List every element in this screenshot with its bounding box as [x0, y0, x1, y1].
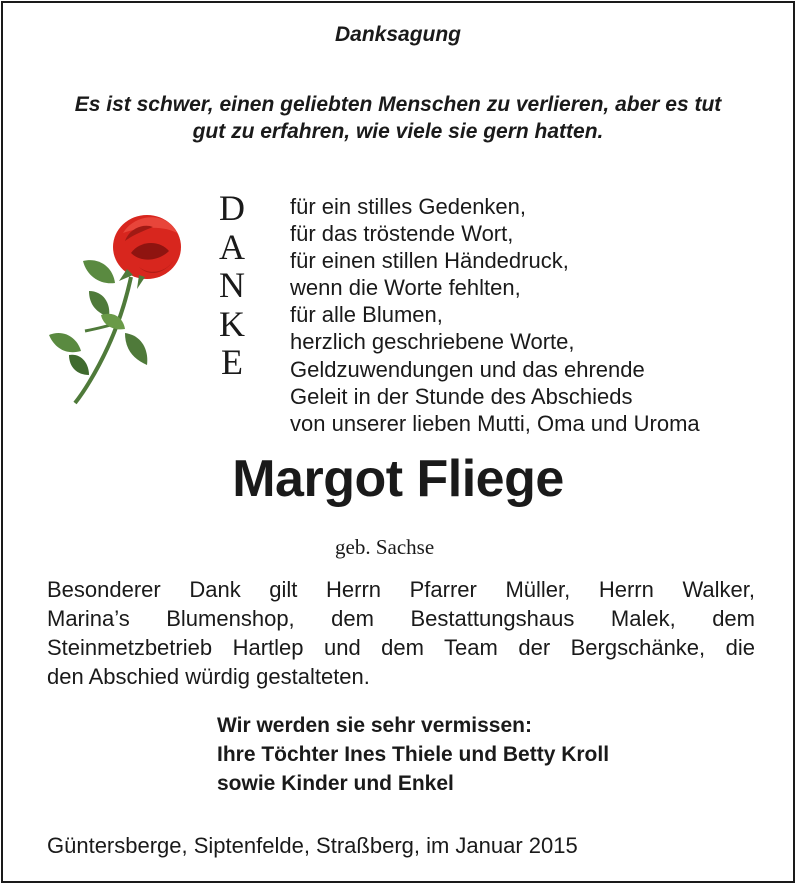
heading: Danksagung [334, 23, 462, 46]
special-thanks-line: Marina’s Blumenshop, dem Bestattungshaus Malek, dem [47, 606, 755, 631]
obituary-notice [1, 1, 795, 883]
thanks-line: für alle Blumen, [290, 302, 443, 328]
special-thanks-line: den Abschied würdig gestalteten. [47, 664, 370, 689]
signature-line: Wir werden sie sehr vermissen: [217, 714, 532, 737]
special-thanks-paragraph [47, 575, 755, 691]
signature-line: Ihre Töchter Ines Thiele und Betty Kroll [217, 743, 610, 766]
maiden-name: geb. Sachse [335, 535, 435, 559]
thanks-line: von unserer lieben Mutti, Oma und Uroma [290, 410, 700, 436]
thanks-line: Geldzuwendungen und das ehrende [290, 356, 645, 382]
signature-block [217, 711, 609, 798]
intro-line: gut zu erfahren, wie viele sie gern hatten. [192, 120, 604, 143]
signature-line: sowie Kinder und Enkel [217, 772, 454, 795]
thanks-line: Geleit in der Stunde des Abschieds [290, 383, 633, 409]
intro-text [33, 91, 763, 145]
thanks-line: für das tröstende Wort, [290, 221, 514, 247]
thanks-line: für ein stilles Gedenken, [290, 194, 527, 219]
danke-letter: A [219, 226, 245, 267]
intro-line: Es ist schwer, einen geliebten Menschen zu verlieren, aber es tut [74, 93, 722, 116]
special-thanks-line: Besonderer Dank gilt Herrn Pfarrer Müller, Herrn Walker, [47, 577, 755, 602]
thanks-line: für einen stillen Händedruck, [290, 248, 569, 274]
place-date-line: Güntersberge, Siptenfelde, Straßberg, im Januar 2015 [47, 833, 578, 858]
danke-letter: D [219, 188, 245, 228]
special-thanks-line: Steinmetzbetrieb Hartlep und dem Team der Bergschänke, die [47, 635, 755, 660]
danke-letter: K [219, 303, 245, 344]
rose-illustration [39, 205, 191, 407]
thanks-line: herzlich geschriebene Worte, [290, 329, 575, 355]
danke-vertical-word [206, 189, 258, 382]
thanks-line: wenn die Worte fehlten, [290, 275, 521, 301]
deceased-name: Margot Fliege [232, 450, 564, 508]
thanks-list [290, 193, 700, 437]
danke-letter: E [221, 342, 243, 382]
danke-letter: N [219, 265, 245, 305]
